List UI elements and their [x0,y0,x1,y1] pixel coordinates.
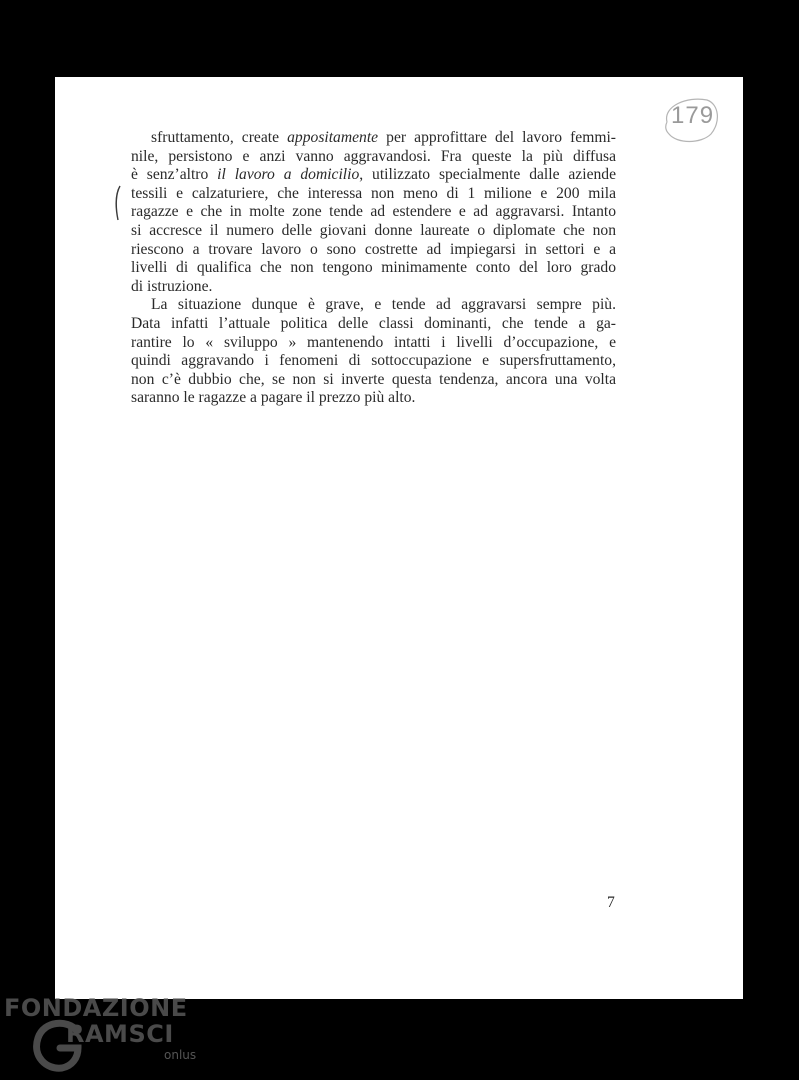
page-number: 7 [607,894,615,911]
text-segment: di istruzione. [131,277,213,295]
text-line [131,352,616,371]
text-segment: riescono a trovare lavoro o sono costrette ad impiegarsi in settori e a [131,240,616,258]
text-line [131,222,616,241]
text-segment: rantire lo « sviluppo » mantenendo intatti i livelli d’occupazione, e [131,333,616,351]
text-line [131,371,616,390]
folio-annotation [657,92,723,148]
italic-text: il lavoro a domicilio [217,166,360,184]
margin-bracket-mark [113,185,123,221]
italic-text: appositamente [287,129,379,146]
text-segment: sfruttamento, create [151,129,288,146]
text-line [131,334,616,353]
text-line [131,296,616,315]
text-line [131,259,616,278]
text-segment: livelli di qualifica che non tengono minimamente conto del loro grado [131,259,616,277]
text-line [131,203,616,222]
watermark-line-1: FONDAZIONE [4,994,188,1022]
text-segment: La situazione dunque è grave, e tende ad aggravarsi sempre più. [151,296,616,314]
text-segment: ragazze e che in molte zone tende ad estendere e ad aggravarsi. Intanto [131,203,616,221]
text-line [131,166,616,185]
text-segment: saranno le ragazze a pagare il prezzo più alto. [131,389,416,407]
text-segment: non c’è dubbio che, se non si inverte questa tendenza, ancora una volta [131,370,616,388]
text-line [131,315,616,334]
text-segment: si accresce il numero delle giovani donne laureate o diplomate che non [131,221,616,239]
text-line [131,129,616,148]
text-segment: , utilizzato specialmente dalle aziende [359,166,616,184]
text-segment: per approfittare del lavoro femmi- [378,129,616,146]
text-segment: tessili e calzaturiere, che interessa non meno di 1 milione e 200 mila [131,184,616,202]
body-text [131,129,616,408]
folio-number: 179 [671,102,715,129]
scanned-page [55,77,743,999]
text-line [131,185,616,204]
paragraph [131,296,616,408]
fondazione-gramsci-watermark [4,994,204,1078]
text-segment: quindi aggravando i fenomeni di sottoccupazione e supersfruttamento, [131,352,616,370]
watermark-line-2: RAMSCI [66,1020,174,1048]
text-line [131,278,616,297]
paragraph [131,129,616,296]
text-segment: nile, persistono e anzi vanno aggravandosi. Fra queste la più diffusa [131,147,616,165]
text-segment: è senz’altro [131,166,218,184]
text-line [131,241,616,260]
text-segment: Data infatti l’attuale politica delle classi dominanti, che tende a ga- [131,314,616,332]
watermark-subtitle: onlus [164,1048,197,1062]
text-line [131,389,616,408]
text-line [131,148,616,167]
